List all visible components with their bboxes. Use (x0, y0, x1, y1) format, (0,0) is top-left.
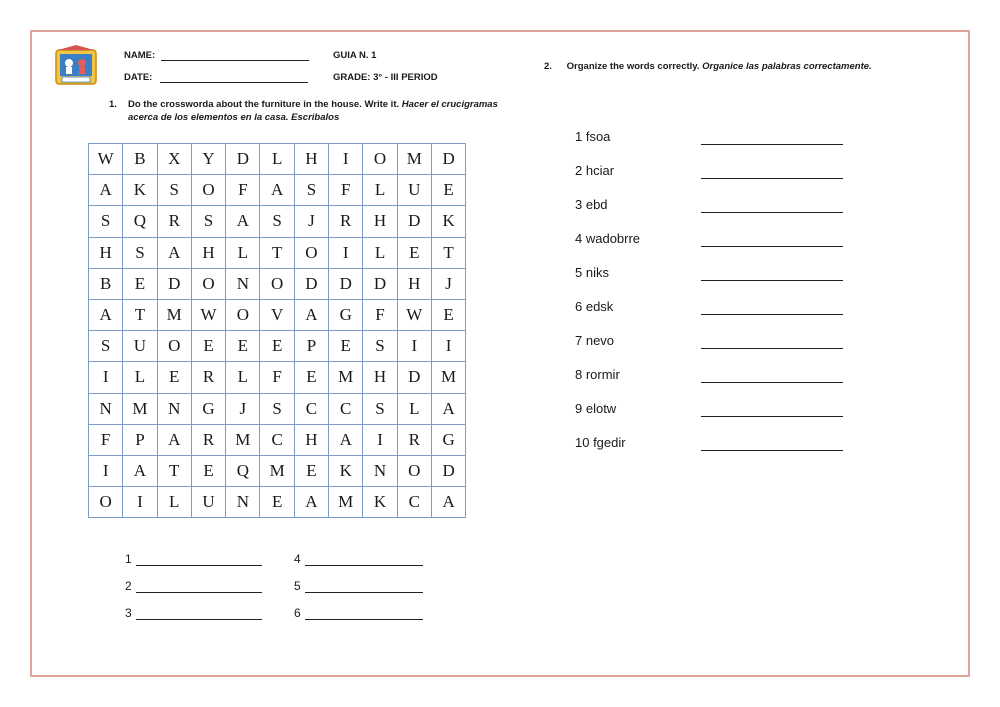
grid-cell[interactable]: T (260, 237, 294, 268)
grid-cell[interactable]: S (260, 393, 294, 424)
grid-cell[interactable]: A (123, 455, 157, 486)
grid-cell[interactable]: O (363, 144, 397, 175)
grid-row (89, 331, 466, 362)
grid-cell[interactable]: I (89, 362, 123, 393)
scrambled-answer-line-8[interactable] (701, 382, 843, 383)
grid-cell[interactable]: S (294, 175, 328, 206)
name-label: NAME: (124, 50, 156, 61)
grid-cell[interactable]: O (191, 268, 225, 299)
grid-row (89, 268, 466, 299)
grid-cell[interactable]: D (226, 144, 260, 175)
answer-number: 2 (125, 579, 132, 593)
scrambled-word-7: 7 nevo (575, 333, 615, 348)
name-field (124, 50, 309, 61)
grid-cell[interactable]: E (397, 237, 431, 268)
grid-cell[interactable]: I (89, 455, 123, 486)
exercise-2-number: 2. (544, 61, 552, 72)
grid-row (89, 393, 466, 424)
grid-cell[interactable]: U (397, 175, 431, 206)
grid-cell[interactable]: O (89, 487, 123, 518)
answer-line[interactable] (136, 619, 262, 620)
grid-cell[interactable]: N (226, 268, 260, 299)
grid-cell[interactable]: O (294, 237, 328, 268)
grid-cell[interactable]: N (363, 455, 397, 486)
guide-number: GUIA N. 1 (333, 50, 377, 61)
grid-cell[interactable]: D (363, 268, 397, 299)
grid-cell[interactable]: N (226, 487, 260, 518)
answer-number: 1 (125, 552, 132, 566)
grid-cell[interactable]: P (123, 424, 157, 455)
grid-cell[interactable]: O (397, 455, 431, 486)
grid-cell[interactable]: T (157, 455, 191, 486)
grid-cell[interactable]: C (397, 487, 431, 518)
grid-cell[interactable]: K (431, 206, 465, 237)
grid-cell[interactable]: A (226, 206, 260, 237)
grid-row (89, 175, 466, 206)
date-label: DATE: (124, 72, 153, 83)
answer-line[interactable] (305, 592, 423, 593)
grid-cell[interactable]: D (397, 362, 431, 393)
grid-cell[interactable]: H (363, 206, 397, 237)
grid-cell[interactable]: I (123, 487, 157, 518)
grid-cell[interactable]: I (329, 144, 363, 175)
grid-cell[interactable]: H (397, 268, 431, 299)
grid-cell[interactable]: E (294, 362, 328, 393)
scrambled-answer-line-5[interactable] (701, 280, 843, 281)
scrambled-answer-line-2[interactable] (701, 178, 843, 179)
grid-cell[interactable]: A (431, 487, 465, 518)
grid-cell[interactable]: I (431, 331, 465, 362)
scrambled-answer-line-1[interactable] (701, 144, 843, 145)
answer-number: 5 (294, 579, 301, 593)
grid-cell[interactable]: L (397, 393, 431, 424)
grid-cell[interactable]: P (294, 331, 328, 362)
grid-cell[interactable]: B (89, 268, 123, 299)
grid-cell[interactable]: K (123, 175, 157, 206)
grid-cell[interactable]: L (157, 487, 191, 518)
grid-cell[interactable]: F (89, 424, 123, 455)
scrambled-answer-line-10[interactable] (701, 450, 843, 451)
answer-number: 4 (294, 552, 301, 566)
grid-cell[interactable]: R (397, 424, 431, 455)
grid-cell[interactable]: F (329, 175, 363, 206)
grid-cell[interactable]: G (431, 424, 465, 455)
grid-row (89, 455, 466, 486)
grid-cell[interactable]: A (89, 299, 123, 330)
grid-cell[interactable]: U (123, 331, 157, 362)
grid-cell[interactable]: W (191, 299, 225, 330)
grade-period: GRADE: 3° - III PERIOD (333, 72, 438, 83)
exercise-1-number: 1. (109, 99, 117, 110)
grid-cell[interactable]: C (294, 393, 328, 424)
answer-number: 6 (294, 606, 301, 620)
grid-cell[interactable]: V (260, 299, 294, 330)
scrambled-word-2: 2 hciar (575, 163, 615, 178)
date-blank[interactable] (160, 82, 308, 83)
grid-cell[interactable]: E (260, 331, 294, 362)
grid-cell[interactable]: G (191, 393, 225, 424)
grid-cell[interactable]: F (226, 175, 260, 206)
grid-cell[interactable]: E (157, 362, 191, 393)
grid-cell[interactable]: L (226, 362, 260, 393)
grid-row (89, 362, 466, 393)
answer-line[interactable] (305, 565, 423, 566)
exercise-1-text-spanish: Hacer el crucigramas acerca de los elementos en la casa. Escribalos (128, 99, 498, 123)
answer-number: 3 (125, 606, 132, 620)
answer-blank-4[interactable] (294, 552, 423, 566)
grid-cell[interactable]: O (191, 175, 225, 206)
answer-line[interactable] (136, 565, 262, 566)
scrambled-word-9: 9 elotw (575, 401, 617, 416)
answer-line[interactable] (305, 619, 423, 620)
exercise-2-text-spanish: Organice las palabras correctamente. (702, 61, 872, 72)
grid-cell[interactable]: L (260, 144, 294, 175)
grid-row (89, 237, 466, 268)
scrambled-word-3: 3 ebd (575, 197, 608, 212)
grid-cell[interactable]: J (294, 206, 328, 237)
grid-cell[interactable]: Q (226, 455, 260, 486)
grid-cell[interactable]: E (431, 299, 465, 330)
grid-cell[interactable]: T (123, 299, 157, 330)
grid-cell[interactable]: F (363, 299, 397, 330)
grid-cell[interactable]: D (329, 268, 363, 299)
grid-cell[interactable]: O (226, 299, 260, 330)
grid-cell[interactable]: M (329, 487, 363, 518)
answer-blank-6[interactable] (294, 606, 423, 620)
grid-cell[interactable]: D (397, 206, 431, 237)
grid-cell[interactable]: J (226, 393, 260, 424)
answer-blank-1[interactable] (125, 552, 262, 566)
grid-cell[interactable]: L (123, 362, 157, 393)
grid-cell[interactable]: O (157, 331, 191, 362)
grid-cell[interactable]: F (260, 362, 294, 393)
grid-cell[interactable]: A (157, 424, 191, 455)
grid-cell[interactable]: I (329, 237, 363, 268)
grid-cell[interactable]: H (294, 424, 328, 455)
grid-cell[interactable]: E (329, 331, 363, 362)
grid-cell[interactable]: S (363, 331, 397, 362)
grid-cell[interactable]: R (329, 206, 363, 237)
grid-cell[interactable]: E (191, 455, 225, 486)
grid-cell[interactable]: D (157, 268, 191, 299)
grid-cell[interactable]: C (329, 393, 363, 424)
grid-cell[interactable]: S (89, 331, 123, 362)
scrambled-word-8: 8 rormir (575, 367, 620, 382)
grid-cell[interactable]: A (329, 424, 363, 455)
scrambled-word-1: 1 fsoa (575, 129, 611, 144)
scrambled-word-5: 5 niks (575, 265, 609, 280)
grid-cell[interactable]: I (363, 424, 397, 455)
grid-cell[interactable]: A (89, 175, 123, 206)
grid-cell[interactable]: Y (191, 144, 225, 175)
grid-cell[interactable]: K (363, 487, 397, 518)
grid-cell[interactable]: M (123, 393, 157, 424)
grid-cell[interactable]: M (260, 455, 294, 486)
grid-row (89, 424, 466, 455)
grid-cell[interactable]: S (260, 206, 294, 237)
scrambled-answer-line-3[interactable] (701, 212, 843, 213)
grid-cell[interactable]: E (294, 455, 328, 486)
grid-cell[interactable]: K (329, 455, 363, 486)
grid-cell[interactable]: H (294, 144, 328, 175)
grid-cell[interactable]: A (294, 299, 328, 330)
grid-cell[interactable]: E (191, 331, 225, 362)
grid-cell[interactable]: W (397, 299, 431, 330)
school-crest-icon (54, 44, 98, 88)
grid-cell[interactable]: S (191, 206, 225, 237)
grid-cell[interactable]: W (89, 144, 123, 175)
scrambled-word-4: 4 wadobrre (575, 231, 641, 246)
grid-cell[interactable]: S (123, 237, 157, 268)
grid-cell[interactable]: H (191, 237, 225, 268)
grid-cell[interactable]: A (431, 393, 465, 424)
grid-cell[interactable]: Q (123, 206, 157, 237)
grid-cell[interactable]: S (89, 206, 123, 237)
grid-row (89, 487, 466, 518)
grid-cell[interactable]: E (226, 331, 260, 362)
grid-cell[interactable]: E (123, 268, 157, 299)
grid-cell[interactable]: N (89, 393, 123, 424)
grid-cell[interactable]: A (260, 175, 294, 206)
grid-cell[interactable]: M (397, 144, 431, 175)
grid-cell[interactable]: H (363, 362, 397, 393)
grid-cell[interactable]: L (226, 237, 260, 268)
grid-cell[interactable]: U (191, 487, 225, 518)
grid-cell[interactable]: B (123, 144, 157, 175)
grid-cell[interactable]: A (294, 487, 328, 518)
answer-blank-5[interactable] (294, 579, 423, 593)
scrambled-word-10: 10 fgedir (575, 435, 626, 450)
name-blank[interactable] (161, 60, 309, 61)
answer-blank-3[interactable] (125, 606, 262, 620)
grid-cell[interactable]: L (363, 175, 397, 206)
scrambled-answer-line-6[interactable] (701, 314, 843, 315)
grid-cell[interactable]: E (431, 175, 465, 206)
grid-cell[interactable]: T (431, 237, 465, 268)
grid-row (89, 299, 466, 330)
scrambled-word-6: 6 edsk (575, 299, 614, 314)
grid-cell[interactable]: M (431, 362, 465, 393)
grid-cell[interactable]: I (397, 331, 431, 362)
scrambled-answer-line-4[interactable] (701, 246, 843, 247)
grid-cell[interactable]: C (260, 424, 294, 455)
exercise-1-text: Do the crossworda about the furniture in the house. Write it. (128, 99, 400, 110)
exercise-2-text: Organize the words correctly. (566, 61, 700, 72)
grid-cell[interactable]: S (157, 175, 191, 206)
grid-cell[interactable]: A (157, 237, 191, 268)
grid-cell[interactable]: G (329, 299, 363, 330)
grid-cell[interactable]: J (431, 268, 465, 299)
scrambled-answer-line-9[interactable] (701, 416, 843, 417)
exercise-2-instructions (544, 61, 872, 72)
scrambled-answer-line-7[interactable] (701, 348, 843, 349)
grid-cell[interactable]: N (157, 393, 191, 424)
grid-row (89, 144, 466, 175)
answer-blank-2[interactable] (125, 579, 262, 593)
grid-cell[interactable]: D (431, 455, 465, 486)
grid-cell[interactable]: E (260, 487, 294, 518)
grid-cell[interactable]: R (157, 206, 191, 237)
grid-cell[interactable]: O (260, 268, 294, 299)
grid-cell[interactable]: X (157, 144, 191, 175)
exercise-1-instructions (109, 98, 509, 124)
grid-cell[interactable]: R (191, 362, 225, 393)
grid-cell[interactable]: D (294, 268, 328, 299)
grid-cell[interactable]: R (191, 424, 225, 455)
date-field (124, 72, 308, 83)
grid-cell[interactable]: M (157, 299, 191, 330)
grid-cell[interactable]: L (363, 237, 397, 268)
grid-cell[interactable]: H (89, 237, 123, 268)
grid-cell[interactable]: M (329, 362, 363, 393)
grid-cell[interactable]: M (226, 424, 260, 455)
grid-cell[interactable]: S (363, 393, 397, 424)
word-search-grid (88, 143, 466, 518)
grid-cell[interactable]: D (431, 144, 465, 175)
answer-line[interactable] (136, 592, 262, 593)
grid-row (89, 206, 466, 237)
